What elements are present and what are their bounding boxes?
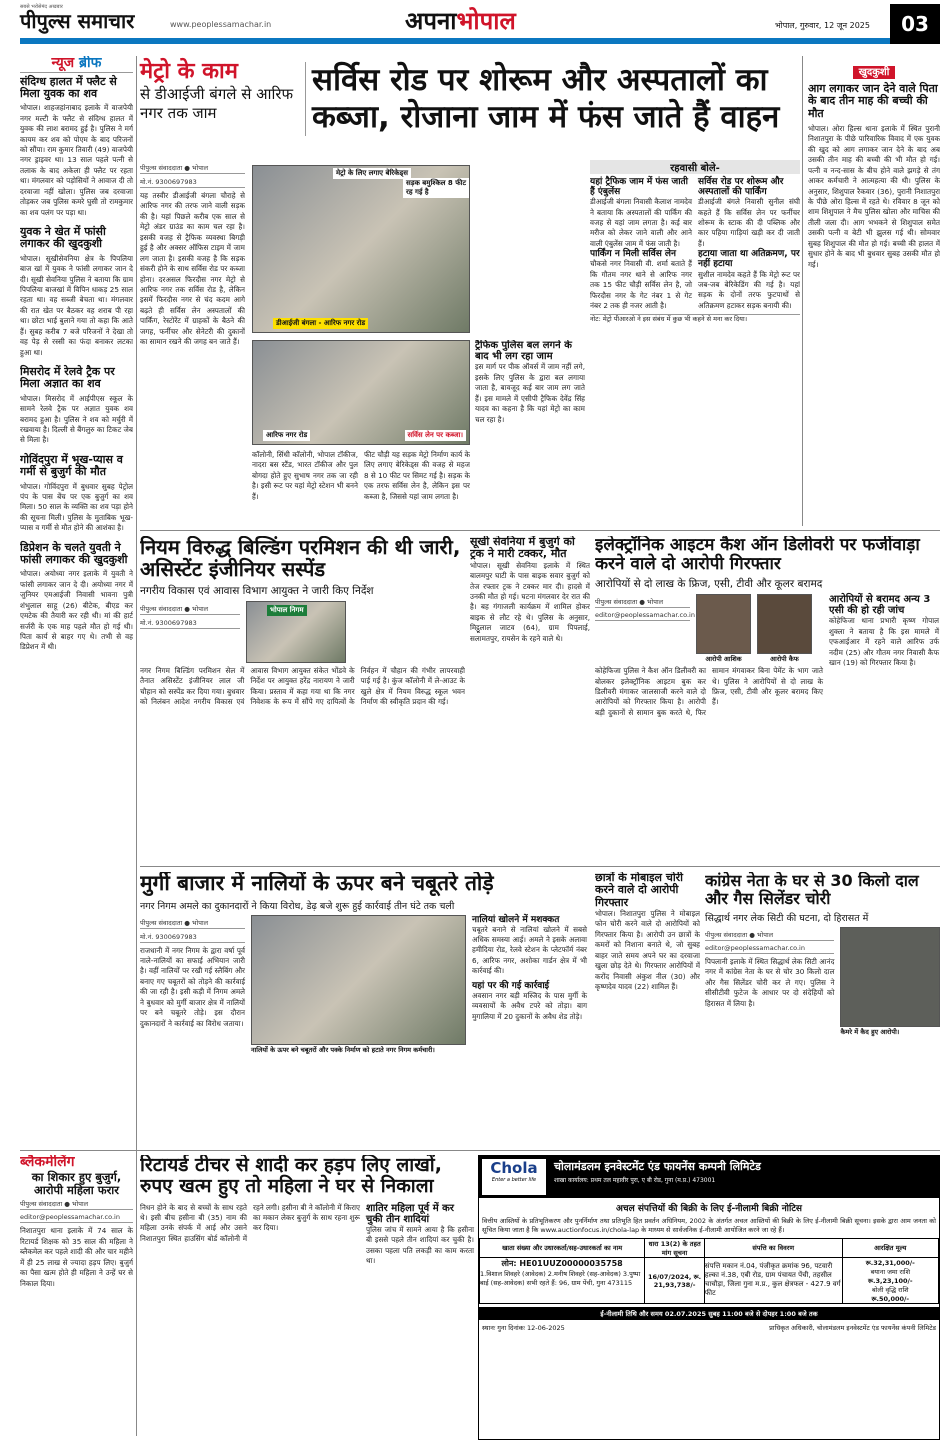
story-headline: छात्रों के मोबाइल चोरी करने वाले दो आरोपी गिरफ्तार — [595, 872, 684, 909]
brief-item — [20, 542, 133, 653]
photo-caption: मेट्रो के लिए लगाए बेरिकेड्स — [333, 168, 411, 179]
photo-caption: डीआईजी बंगला - आरिफ नगर रोड — [273, 318, 368, 329]
blackmail-story — [20, 1155, 133, 1440]
quote — [590, 249, 692, 311]
masthead — [20, 4, 940, 48]
table-header: संपत्ति का विवरण — [704, 1238, 842, 1257]
table-header: आरक्षित मूल्य — [842, 1238, 938, 1257]
notice-intro: वित्तीय आस्तियों के प्रतिभूतिकरण और पुनर्निर्माण तथा प्रतिभूति हित प्रवर्तन अधिनियम, 2002 के अंतर्गत अचल आस्तियों की बिक्री के लिए ई-नीलामी बिक्री सूचना। इसके द्वारा आम जनता को सूचित किया जाता है कि www.auctionfocus.in/chola-lap के माध्यम से सार्वजनिक ई-नीलामी आयोजित करने जा रहे हैं। — [482, 1217, 936, 1234]
quote-head: यहां ट्रैफिक जाम में फंस जाती हैं एंबुलेंस — [590, 177, 688, 198]
lead-text: यह तस्वीर डीआईजी बंगला चौराहे से आरिफ नगर की तरफ जाने वाली सड़क की है। यहां पिछले करीब एक साल से मेट्रो अंडर ग्राउंड का काम चल रहा है। इसकी वजह से ट्रैफिक व्यवस्था बिगड़ी हुई है और अक्सर ऑफिस टाइम में जाम लग जाता है। इसकी वजह है कि सड़क संकरी होने के साथ सर्विस रोड पर कब्जा होना। दरअसल फिरदौस नगर मेट्रो से आरिफ नगर तक सर्विस रोड है, लेकिन इसमें फिरदौस नगर से चंद कदम आगे बढ़ते ही सर्विस लेन अस्पतालों की पार्किंग, रेस्टोरेंट में ग्राहकों के बैठने की जगह, फर्नीचर और सेनेटरी की दुकानों का सामान रखने की जगह बन जाते हैं। — [140, 191, 245, 347]
lead-photo-service-lane — [252, 340, 470, 445]
brief-head: संदिग्ध हालत में फ्लैट से मिला युवक का शव — [20, 74, 117, 100]
brief-item — [20, 226, 133, 358]
emd-amount: रू.3,23,100/- — [867, 1276, 913, 1285]
building-permission-story — [140, 536, 465, 861]
story-text: कोहेफिजा पुलिस ने कैश ऑन डिलीवरी का बोलकर इलेक्ट्रॉनिक आइटम बुक कर डिलीवरी मंगाकर जालसाजी करने वाले दो आरोपियों को गिरफ्तार किया है। आरोपी बड़ी दुकानों से सामान बुक करते थे, फिर सामान मंगवाकर बिना पेमेंट के भाग जाते थे। पुलिस ने आरोपियों से दो लाख के फ्रिज, एसी, टीवी और कूलर बरामद किए हैं। — [595, 666, 823, 717]
note: नोट: मेट्रो पीआरओ ने इस संबंध में कुछ भी कहने से मना कर दिया। — [590, 314, 800, 324]
byline-email: editor@peoplessamachar.co.in — [705, 944, 834, 954]
electronics-fraud-story — [595, 536, 940, 861]
brief-text: भोपाल। अयोध्या नगर इलाके में युवती ने फांसी लगाकर जान दे दी। अयोध्या नगर में जुनियर एमआईजी निवासी भावना पुत्री शंभुलाल साहू (26) बीटेक, बीएड कर एमटेक की तैयारी कर रही थी। मां की हार्ट सर्जरी के एक माह पहले मौत हो गई थी। पिता कार्य से बाहर गए थे। तभी से वह डिप्रेशन में थी। — [20, 569, 133, 652]
brief-text: भोपाल। सूखीसेवनिया क्षेत्र के पिपलिया बाज खां में युवक ने फांसी लगाकर जान दे दी। सूखी सेवनिया पुलिस ने बताया कि ग्राम पिपलिया बाजखां में विपिन धाकड़ 25 साल रहता था। वह सब्जी बेचता था। मंगलवार की रात खेत पर बैठकर वह शराब पी रहा था। छोटा भाई बुलाने गया तो कहा कि आते हैं। सुबह करीब 7 बजे परिजनों ने देखा तो वह पेड़ से रस्सी का फंदा बनाकर लटका हुआ था। — [20, 253, 133, 357]
brief-head: मिसरोद में रेलवे ट्रैक पर मिला अज्ञात का शव — [20, 365, 115, 391]
demand-notice: 16/07/2024, रू. 21,93,738/- — [645, 1257, 705, 1303]
website[interactable]: www.peoplessamachar.in — [170, 20, 272, 29]
byline: पीपुल्स संवाददाता ● भोपाल — [140, 918, 245, 929]
chicken-market-story — [140, 872, 590, 1147]
kicker-subtitle: से डीआईजी बंगले से आरिफ नगर तक जाम — [140, 84, 294, 123]
story-headline: कांग्रेस नेता के घर से 30 किलो दाल और गैस सिलेंडर चोरी — [705, 872, 919, 908]
story-headline: नियम विरुद्ध बिल्डिंग परमिशन की थी जारी, असिस्टेंट इंजीनियर सस्पेंड — [140, 536, 461, 582]
company-address: शाखा कार्यालय: प्रथम तल महावीर पुरा, ए बी रोड, गुना (म.प्र.) 473001 — [554, 1177, 716, 1184]
auction-date: ई-नीलामी तिथि और समय 02.07.2025 सुबह 11:00 बजे से दोपहर 1:00 बजे तक — [479, 1307, 939, 1320]
logo-tagline: Enter a better life — [491, 1177, 537, 1183]
chola-logo: Chola — [490, 1159, 538, 1177]
story-text: राजधानी में नगर निगम के द्वारा वर्षा पूर्व नाले-नालियों का सफाई अभियान जारी है। वहीं नालियों पर रखी गई स्लैबिंग और बनाए गए चबूतरों को तोड़ने की कार्रवाई की जा रही है। इसी कड़ी में निगम अमले ने बुधवार को मुर्गी बाजार क्षेत्र में नालियों पर बने चबूतरे तोड़े। इस दौरान दुकानदारों ने कार्रवाई का विरोध जताया। — [140, 945, 245, 1028]
byline-mobile: मो.नं. 9300697983 — [140, 177, 245, 188]
bid-increment: रू.50,000/- — [871, 1294, 910, 1303]
bid-label: बोली वृद्धि राशि — [872, 1285, 909, 1294]
story-text: कोहेफिजा थाना प्रभारी कृष्ण गोपाल शुक्ला ने बताया है कि इस मामले में एफआईआर में रहने वाले आरिफ उर्फ नदीम (25) और गौतम नगर निवासी कैफ खान (19) को गिरफ्तार किया है। — [829, 616, 939, 668]
byline-email: editor@peoplessamachar.co.in — [595, 611, 695, 620]
demolition-photo — [251, 915, 466, 1045]
byline: पीपुल्स संवाददाता ● भोपाल — [140, 604, 240, 615]
truck-accident-story — [470, 536, 590, 861]
divider — [20, 1150, 940, 1151]
quote-text: सुशील नामदेव कहते हैं कि मेट्रो रूट पर जब-जब बेरिकेडिंग की गई है। यहां सड़क के दोनों तरफ फुटपाथों से अतिक्रमण हटाकर सड़क बनायी की। — [698, 269, 800, 310]
story-text: निशातपुरा थाना इलाके में 74 साल के रिटायर्ड शिक्षक को 35 साल की महिला ने ब्लैकमेल कर पहले शादी की और चार महीने में ही 25 लाख से ज्यादा हड़प लिए। बुजुर्ग का पैसा खत्म होते ही महिला ने उन्हें घर से निकाल दिया। — [20, 1226, 133, 1288]
loan-number: लोन: HE01UUZ00000035758 — [501, 1258, 623, 1268]
photo-caption: आरिफ नगर रोड — [263, 430, 310, 441]
dateline: भोपाल, गुरुवार, 12 जून 2025 — [775, 21, 870, 30]
story-text: भोपाल। ओरा हिल्स थाना इलाके में स्थित पुरानी निशातपुरा के पीछे पारिवारिक विवाद में एक युवक की खुद को आग लगाकर जान देने के बाद अब उसकी तीन माह की बच्ची की भी मौत हो गई। पत्नी व नन्द-सास के बीच होने वाले झगड़े से तंग आकर कर्मचारी ने आत्महत्या की थी। पुलिस के अनुसार, शिशुपाल रैकवार (36), पुरानी निशातपुरा के पीछे ओरा हिल्स में रहते थे। रविवार 8 जून को शाम शिशुपाल ने मैच पुलिस खोला और माचिस की तीली जला दी। आग भभकने से शिशुपाल समेत उसकी पत्नी व बेटी भी झुलस गई थी। सोमवार सुबह शिशुपाल की मौत हो गई। बच्ची की हालत में सुधार होने के बाद भी बुधवार सुबह उसकी मौत हो गई। — [808, 123, 940, 269]
column-divider — [802, 56, 803, 526]
brief-text: भोपाल। मिसरोद में आईपीएस स्कूल के सामने रेलवे ट्रैक पर अज्ञात युवक शव बरामद हुआ है। पुलिस ने शव को मर्चुरी में रखवाया है। दिल्ली से बैंगलुरु का टिकट जेब से मिला है। — [20, 393, 133, 445]
lead-headline: सर्विस रोड पर शोरूम और अस्पतालों का कब्जा, रोजाना जाम में फंस जाते हैं वाहन — [305, 62, 800, 136]
quote-head: सर्विस रोड पर शोरूम और अस्पतालों की पार्किंग — [698, 177, 784, 198]
story-headline: सूखी सेवनिया में बुजुर्ग को ट्रक ने मारी टक्कर, मौत — [470, 536, 575, 561]
borrower: 1.विशाल शिवहरे (आवेदक) 2.मनीष शिवहरे (सह-आवेदक) 3.पुष्पा बाई (सह-आवेदक) सभी रहते हैं: 96, ग्राम पेंची, गुना 473115 — [480, 1269, 641, 1287]
cctv-photo — [840, 927, 940, 1027]
chola-auction-notice — [478, 1155, 940, 1440]
lead-col-2 — [252, 450, 470, 525]
accused-photo — [757, 594, 812, 654]
photo-caption: सड़क बमुश्किल 8 फीट रह गई है — [403, 178, 469, 198]
quote — [698, 177, 800, 249]
notice-title: अचल संपत्तियों की बिक्री के लिए ई-नीलामी बिक्री नोटिस — [616, 1204, 802, 1214]
auction-table — [479, 1238, 939, 1304]
subhead: यहां पर की गई कार्रवाई — [472, 980, 550, 991]
lead-kicker — [140, 60, 300, 124]
accused-photo — [696, 594, 751, 654]
story-text: पिपलानी इलाके में स्थित सिद्धार्थ लेक सिटी आनंद नगर में कांग्रेस नेता के घर से चोर 30 किलो दाल और गैस सिलेंडर चोरी कर ले गए। पुलिस ने सीसीटीवी फुटेज के आधार पर दो संदेहियों को हिरासत में लिया है। — [705, 956, 835, 1008]
story-subhead: सिद्धार्थ नगर लेक सिटी की घटना, दो हिरासत में — [705, 912, 869, 924]
byline: पीपुल्स संवाददाता ● भोपाल — [705, 930, 834, 941]
photo-caption: आरोपी आशिक — [705, 655, 742, 664]
story-subhead: नगरीय विकास एवं आवास विभाग आयुक्त ने जारी किए निर्देश — [140, 584, 374, 597]
lead-text: कॉलोनी, सिंधी कॉलोनी, भोपाल टॉकीज, नादरा बस स्टैंड, भारत टॉकीज और पुल बोगदा होते हुए सुभाष नगर तक जा रही है। इसी रूट पर यहां मेट्रो स्टेशन भी बनने हैं। — [252, 450, 358, 501]
photo-caption: नालियों के ऊपर बने चबूतरों और पक्के निर्माण को हटाते नगर निगम कर्मचारी। — [251, 1045, 435, 1054]
lead-photo-traffic — [252, 165, 470, 333]
brief-title-b: ब्रीफ — [79, 56, 102, 71]
quote-text: डीआईजी बंगला निवासी कैलाश नामदेव ने बताया कि अस्पतालों की पार्किंग की वजह से यहां जाम लगता है। कई बार मरीज को लेकर जाने वाली और आने वाली एंबुलेंस जाम में फंस जाती है। — [590, 197, 692, 248]
story-subhead: आरोपियों से दो लाख के फ्रिज, एसी, टीवी और कूलर बरामद — [595, 578, 823, 591]
story-subhead: नगर निगम अमले का दुकानदारों ने किया विरोध, डेढ़ बजे शुरू हुई कार्रवाई तीन घंटे तक चली — [140, 900, 455, 912]
lead-col-1 — [140, 160, 245, 525]
news-brief-column — [20, 56, 133, 1136]
quote-text: डीआईजी बंगले निवासी सुनील संघी कहते हैं कि सर्विस लेन पर फर्नीचर शोरूम के स्टाक की दी पब्लिक और कार पहिया गाड़ियां खड़ी कर दी जाती हैं। — [698, 197, 800, 248]
story-text: अवसान नगर बड़ी मस्जिद के पास मुर्गी के व्यवसायों के अवैध टपरे को तोड़ा। बाग मुगालिया में 20 दुकानों के अवैध शेड तोड़े। — [472, 990, 587, 1021]
byline: पीपुल्स संवाददाता ● भोपाल — [595, 597, 690, 608]
brief-head: युवक ने खेत में फांसी लगाकर की खुदकुशी — [20, 225, 106, 251]
logo: पीपुल्स समाचार — [20, 9, 135, 33]
mobile-theft-story — [595, 872, 700, 1147]
brief-item — [20, 366, 133, 446]
brief-head: गोविंदपुरा में भूख-प्यास व गर्मी से बुजुर्ग की मौत — [20, 452, 123, 479]
story-headline: इलेक्ट्रॉनिक आइटम कैश ऑन डिलीवरी पर फर्जीवाड़ा करने वाले दो आरोपी गिरफ्तार — [595, 536, 920, 575]
story-text: भोपाल। सूखी सेवनिया इलाके में स्थित बालमपुर घाटी के पास बाइक सवार बुजुर्ग को तेज रफ्तार ट्रक ने टक्कर मार दी। हादसे में उनकी मौत हो गई। घटना मंगलवार देर रात की है। बह गंगाजली कार्यक्रम में शामिल होकर बाइक से लौट रहे थे। पुलिस के अनुसार, मिट्ठूलाल जाटव (64), ग्राम पिपलाई, सलामतपुर, रायसेन के रहने वाले थे। — [470, 560, 590, 643]
nagar-nigam-photo — [246, 601, 346, 663]
logo-tagline: सबसे भरोसेमंद अखबार — [20, 4, 63, 10]
byline-email: editor@peoplessamachar.co.in — [20, 1213, 133, 1223]
subhead: ट्रैफिक पुलिस बल लगने के बाद भी लग रहा जाम — [475, 340, 572, 363]
quote — [590, 177, 692, 249]
header-bar — [20, 38, 890, 44]
byline: पीपुल्स संवाददाता ● भोपाल — [140, 163, 245, 174]
emd-label: बयाना जमा राशि — [870, 1267, 910, 1276]
quote — [698, 249, 800, 311]
subhead: आरोपियों से बरामद अन्य 3 एसी की हो रही जांच — [829, 594, 931, 617]
story-headline: रिटायर्ड टीचर से शादी कर हड़प लिए लाखों, रुपए खत्म हुए तो महिला ने घर से निकाला — [140, 1155, 442, 1198]
byline-mobile: मो.नं. 9300697983 — [140, 932, 245, 943]
story-headline: आग लगाकर जान देने वाले पिता के बाद तीन माह की बच्ची की मौत — [808, 82, 938, 120]
section-tag: खुदकुशी — [853, 66, 896, 79]
lead-text: इस मार्ग पर पीक ऑवर्स में जाम नहीं लगे, इसके लिए पुलिस के द्वारा बल लगाया जाता है, बावजूद कई बार जाम लग जाते हैं। इस मामले में एसीपी ट्रैफिक देवेंद्र सिंह यादव का कहना है कि यहां मेट्रो का काम चल रहा है। — [475, 362, 585, 424]
story-text: चबूतरे बनाने से नालियां खोलने में सबसे अधिक समस्या आई। अमले ने इसके अलावा हमीदिया रोड, रेलवे स्टेशन के प्लेटफॉर्म नंबर 6, आरिफ नगर, अशोका गार्डन क्षेत्र में भी कार्रवाई की। — [472, 924, 587, 976]
company-name: चोलामंडलम इनवेस्टमेंट एंड फायनेंस कम्पनी लिमिटेड — [554, 1160, 761, 1173]
story-headline: का शिकार हुए बुजुर्ग, आरोपी महिला फरार — [31, 1169, 122, 1197]
table-header: खाता संख्या और उधारकर्ता/सह-उधारकर्ता का नाम — [480, 1238, 645, 1257]
brief-text: भोपाल। शाहजहांनाबाद इलाके में वाजपेयी नगर मल्टी के फ्लैट से संदिग्ध हालत में युवक की लाश बरामद हुई है। पुलिस ने मर्ग कायम कर शव को पोएम के बाद परिजनों को सौंपा। राम कुमार तिवारी (49) वाजपेयी नगर ड्राइवर था। 13 साल पहले पत्नी से तलाक के बाद अकेला ही फ्लैट पर रहता था। मंगलवार को पड़ोसियों ने आवाज दी तो दरवाजा नहीं खोला। पुलिस जब दरवाजा तोड़कर जब पुलिस कमरे घुसी तो रामकुमार का शव पलंग पर पड़ा था। — [20, 103, 133, 217]
section-title: अपना — [405, 7, 457, 35]
quote-text: चौकसे नगर निवासी वी. शर्मा बताते हैं कि गौतम नगर थाने से आरिफ नगर तक 15 फीट चौड़ी सर्विस लेन है, जो फिरदौस नगर के गेट नंबर 1 से गेट नंबर 2 तक ही नजर आती है। — [590, 259, 692, 311]
story-text: भोपाल। निशातपुरा पुलिस ने मोबाइल फोन चोरी करने वाले दो आरोपियों को गिरफ्तार किया है। आरोपी उन छात्रों के कमरों को निशाना बनाते थे, जो सुबह बाहर जाते समय अपने घर का दरवाजा खुला छोड़ देते थे। गिरफ्तार आरोपियों में करोंद निवासी अंकुश नील (30) और कृष्णदेव यादव (22) शामिल हैं। — [595, 908, 700, 991]
divider — [140, 866, 940, 867]
photo-caption: सर्विस लेन पर कब्जा। — [405, 430, 467, 441]
lead-traffic-sidebar — [475, 340, 585, 525]
brief-title: न्यूज — [51, 56, 80, 71]
subhead: नालियां खोलने में मशक्कत — [472, 914, 560, 925]
photo-caption: भोपाल निगम — [267, 605, 307, 616]
retired-teacher-story — [140, 1155, 475, 1440]
quote-head: हटाया जाता था अतिक्रमण, पर नहीं हटाया — [698, 249, 800, 270]
photo-caption: आरोपी कैफ — [770, 655, 799, 664]
brief-head: डिप्रेशन के चलते युवती ने फांसी लगाकर की खुदकुशी — [20, 540, 128, 567]
lead-text: फीट चौड़ी यह सड़क मेट्रो निर्माण कार्य के लिए लगाए बेरिकेड्स की वजह से महज 8 से 10 फीट पर सिमट गई है। सड़क के एक तरफ सर्विस लेन है, लेकिन इस पर कब्जा है, जिससे यहां जाम लगता है। — [364, 450, 470, 501]
reserve-price: रू.32,31,000/- — [865, 1258, 915, 1267]
column-divider — [136, 56, 137, 1436]
story-headline: मुर्गी बाजार में नालियों के ऊपर बने चबूतरे तोड़े — [140, 872, 494, 895]
brief-item — [20, 76, 133, 218]
property-description: संपत्ति मकान नं.04, पंजीकृत क्रमांक 96, पटवारी हल्का नं.38, एबी रोड, ग्राम पंचायत पेंची, तहसील चाचौड़ा, जिला गुना म.प्र., कुल क्षेत्रफल - 427.9 वर्ग फीट — [704, 1257, 842, 1303]
quote-head: पार्किंग न मिली सर्विस लेन — [590, 249, 677, 260]
place-date: स्थानः गुना दिनांकः 12-06-2025 — [482, 1323, 565, 1332]
byline-mobile: मो.नं. 9300697983 — [140, 618, 240, 629]
congress-leader-theft-story — [705, 872, 940, 1147]
byline: पीपुल्स संवाददाता ● भोपाल — [20, 1199, 133, 1210]
brief-text: भोपाल। गोविंदपुरा में बुधवार सुबह पेट्रोल पंप के पास बेंच पर एक बुजुर्ग का शव मिला। 50 साल के व्यक्ति का शव पड़ा होने की सूचना मिली। पुलिस के मुताबिक भूख-प्यास व गर्मी से मौत होने की आशंका है। — [20, 481, 133, 533]
kicker-title: मेट्रो के काम — [140, 59, 238, 84]
table-row — [480, 1257, 939, 1303]
suicide-story — [808, 60, 940, 525]
signatory: प्राधिकृत अधिकारी, चोलामंडलम इनवेस्टमेंट एंड फायनेंस कंपनी लिमिटेड — [769, 1323, 936, 1332]
story-text: निधन होने के बाद से बच्चों के साथ रहते थे। इसी बीच हसीना बी (35) नाम की महिला उनके संपर्क में आई और उसने निशातपुरा स्थित हाउसिंग बोर्ड कॉलोनी में रहने लगी। हसीना बी ने कॉलोनी में किराए का मकान लेकर बुजुर्ग के साथ रहना शुरू कर दिया। — [140, 1202, 361, 1243]
story-text: पुलिस जांच में सामने आया है कि हसीना बी इससे पहले तीन शादियां कर चुकी है। उसका पहला पति लकड़ी का काम करता था। — [366, 1224, 474, 1266]
story-text: नगर निगम बिल्डिंग परमिशन सेल में तैनात असिस्टेंट इंजीनियर लाल जी चौहान को सस्पेंड कर दिया गया। बुधवार को निलंबन आदेश नगरीय विकास एवं आवास विभाग आयुक्त संकेत भोंडवे के निर्देश पर आयुक्त हरेंद्र नारायण ने जारी किया। प्रस्ताव में कहा गया था कि नगर निवेशक के रूप में सौंपे गए दायित्वों के निर्वहन में चौहान की गंभीर लापरवाही पाई गई है। कुंज कॉलोनी में ले-आउट के खुले क्षेत्र में नियम विरुद्ध स्कूल भवन निर्माण की स्वीकृति प्रदान की गई। — [140, 665, 465, 707]
photo-caption: कैमरे में कैद हुए आरोपी। — [840, 1027, 900, 1036]
story-tag: ब्लैकमेलिंग — [20, 1155, 75, 1170]
residents-box — [590, 160, 800, 525]
section-city: भोपाल — [456, 7, 516, 35]
table-header: धारा 13(2) के तहत मांग सूचना — [645, 1238, 705, 1257]
brief-item — [20, 454, 133, 534]
page-number: 03 — [890, 4, 940, 44]
divider — [140, 530, 940, 531]
subhead: शातिर महिला पूर्व में कर चुकी तीन शादियां — [366, 1202, 454, 1225]
box-title: रहवासी बोले- — [590, 160, 800, 174]
